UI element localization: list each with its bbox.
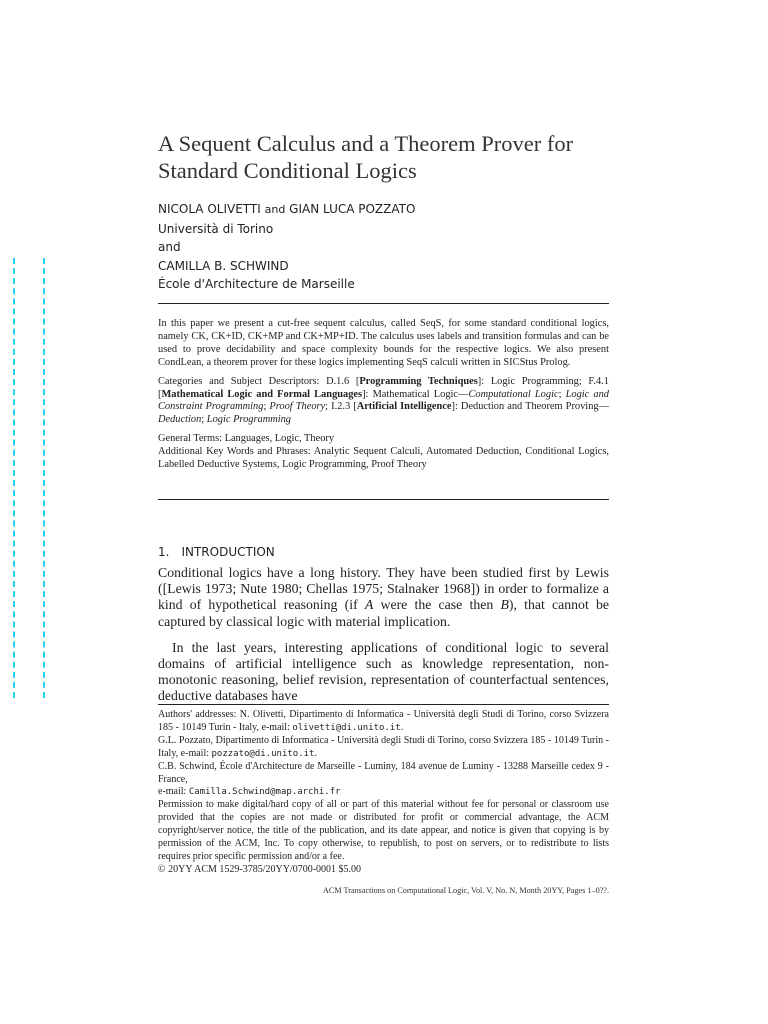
categories-text: ]: Logic Programming; F.4.1 [ [158,375,609,400]
categories-text: ; [201,414,207,426]
section-title: INTRODUCTION [181,545,275,559]
intro-paragraph-1 [158,565,609,630]
email-link[interactable]: olivetti@di.unito.it [292,722,401,733]
author-conjunction: and [264,203,286,216]
address-text: e-mail: [158,786,189,798]
journal-footer: ACM Transactions on Computational Logic, Vol. V, No. N, Month 20YY, Pages 1–0??. [322,886,609,895]
footnote-block [158,709,609,877]
affiliation-torino: Università di Torino [158,221,274,236]
categories-text: ; I.2.3 [ [325,401,357,413]
categories-bold: Programming Techniques [359,375,478,387]
abstract-bottom-rule [158,499,609,500]
math-symbol: A [364,597,374,613]
section-number: 1. [158,545,170,559]
footnote-rule [158,704,609,705]
email-link[interactable]: Camilla.Schwind@map.archi.fr [188,787,341,798]
abstract-block [158,318,609,478]
categories-text: Categories and Subject Descriptors: D.1.6 [ [158,375,360,387]
intro-body [158,565,609,705]
categories-bold: Artificial Intelligence [356,401,452,413]
address-pozzato [158,735,609,761]
permission-notice: Permission to make digital/hard copy of all or part of this material without fee for personal or classroom use provided that the copies are not made or distributed for profit or commercial advantage, the ACM copyright/server notice, the title of the publication, and its date appear, and notice is given that copying is by permission of the ACM, Inc. To copy otherwise, to republish, to post on servers, or to redistribute to lists requires prior specific permission and/or a fee. [158,799,609,862]
address-text: G.L. Pozzato, Dipartimento di Informatica - Università degli Studi di Torino, corso Svizzera 185 - 10149 Turin - Italy, e-mail: [158,734,609,759]
categories-text: ]: Mathematical Logic— [362,388,469,400]
address-olivetti [158,709,609,735]
categories-italic: Logic Programming [206,414,291,426]
title-line-1: A Sequent Calculus and a Theorem Prover for [158,131,574,156]
dashed-margin-marker [13,258,45,698]
general-terms: General Terms: Languages, Logic, Theory [158,433,335,445]
paper-title [158,130,609,184]
categories [158,376,609,428]
math-symbol: B [500,597,509,613]
author-and: and [158,240,181,255]
copyright-notice: © 20YY ACM 1529-3785/20YY/0700-0001 $5.00 [158,863,362,875]
author-line-1 [158,200,609,220]
paragraph-text: Conditional logics have a long history. They have been studied first by Lewis ([Lewis 1973; Nute 1980; Chellas 1975; Stalnaker 1968]) in order to formalize a kind of hypothetical reasoning (if [158,565,609,613]
address-schwind-email [158,786,609,799]
intro-paragraph-2: In the last years, interesting applications of conditional logic to several domains of artificial intelligence such as knowledge representation, non-monotonic reasoning, belief revision, representation of counterfactual sentences, deductive databases have [158,639,609,704]
author-block [158,200,609,294]
paragraph-text: were the case then [373,597,501,613]
categories-text: ; [558,388,566,400]
section-heading [158,545,609,559]
author-olivetti: NICOLA OLIVETTI [158,202,261,216]
abstract-text: In this paper we present a cut-free sequent calculus, called SeqS, for some standard conditional logics, namely CK, CK+ID, CK+MP and CK+MP+ID. The calculus uses labels and transition formulas and can be used to prove decidability and space complexity bounds for the respective logics. We also present CondLean, a theorem prover for these logics implementing SeqS calculi written in SICStus Prolog. [158,318,609,368]
email-link[interactable]: pozzato@di.unito.it [211,748,315,759]
categories-bold: Mathematical Logic and Formal Languages [161,388,363,400]
address-schwind: C.B. Schwind, École d'Architecture de Marseille - Luminy, 184 avenue de Luminy - 13288 Marseille cedex 9 - France, [158,760,609,785]
title-line-2: Standard Conditional Logics [158,158,417,183]
categories-italic: Computational Logic [468,388,559,400]
paragraph-text: ), that cannot be captured by classical logic with material implication. [158,597,609,629]
address-text: Authors' addresses: N. Olivetti, Dipartimento di Informatica - Università degli Studi di Torino, corso Svizzera 185 - 10149 Turin - Italy, e-mail: [158,709,609,733]
keywords: Additional Key Words and Phrases: Analytic Sequent Calculi, Automated Deduction, Conditional Logics, Labelled Deductive Systems, Logic Programming, Proof Theory [158,446,609,471]
author-pozzato: GIAN LUCA POZZATO [289,202,416,216]
affiliation-marseille: École d'Architecture de Marseille [158,277,355,292]
address-text: . [314,747,317,759]
categories-text: ]: Deduction and Theorem Proving— [451,401,609,413]
author-schwind: CAMILLA B. SCHWIND [158,258,289,273]
categories-italic: Logic and Constraint Programming [158,388,609,413]
categories-italic: Proof Theory [269,401,326,413]
abstract-top-rule [158,303,609,304]
address-text: . [400,721,404,733]
categories-italic: Deduction [158,414,202,426]
categories-text: ; [263,401,270,413]
